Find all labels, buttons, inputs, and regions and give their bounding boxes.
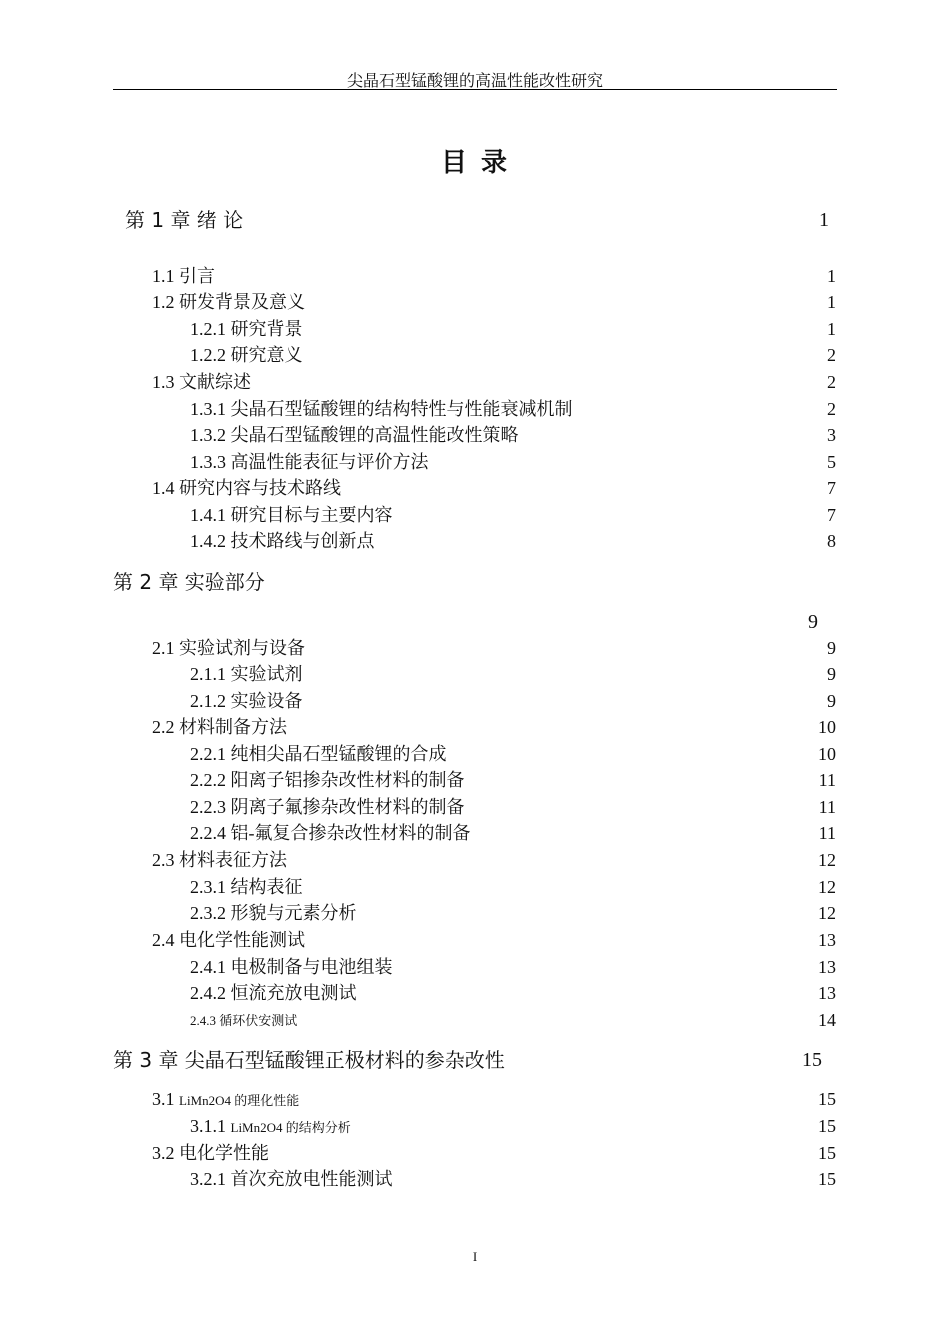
toc-entry-label — [190, 1117, 351, 1135]
toc-entry-label: 1.4 研究内容与技术路线 — [152, 478, 341, 498]
toc-entry-label: 2.1.2 实验设备 — [190, 691, 303, 711]
toc-entry-page: 15 — [818, 1116, 836, 1136]
toc-entry-label: 2.1.1 实验试剂 — [190, 664, 303, 684]
toc-entry-label: 2.1 实验试剂与设备 — [152, 638, 305, 658]
toc-entry-label: 2.4.1 电极制备与电池组装 — [190, 957, 393, 977]
toc-entry-label: 2.3.1 结构表征 — [190, 877, 303, 897]
running-header: 尖晶石型锰酸锂的高温性能改性研究 — [346, 73, 603, 90]
toc-entry-page: 1 — [819, 209, 829, 231]
toc-entry-label: 第 1 章 绪 论 — [125, 208, 244, 232]
toc-entry-label: 1.4.1 研究目标与主要内容 — [190, 505, 393, 525]
toc-entry-label: 2.3 材料表征方法 — [152, 850, 287, 870]
toc-entry-label: 1.1 引言 — [152, 266, 215, 286]
toc-entry-label — [152, 1090, 299, 1108]
toc-entry-label: 1.3.3 高温性能表征与评价方法 — [190, 452, 429, 472]
page-number: I — [472, 1249, 478, 1264]
toc-entry-page: 12 — [818, 903, 836, 923]
toc-entry-page: 1 — [827, 319, 836, 339]
toc-entry-page: 1 — [827, 292, 836, 312]
toc-entry-number: 3.1 — [152, 1089, 175, 1109]
toc-entry-page: 13 — [818, 983, 836, 1003]
toc-entry-label: 2.3.2 形貌与元素分析 — [190, 903, 357, 923]
toc-entry-text: LiMn2O4 的理化性能 — [179, 1093, 300, 1108]
toc-entry-label: 1.3 文献综述 — [152, 372, 251, 392]
toc-entry-page: 2 — [827, 372, 836, 392]
toc-entry-page: 15 — [818, 1089, 836, 1109]
toc-entry-label: 2.2.3 阴离子氟掺杂改性材料的制备 — [190, 797, 465, 817]
toc-entry-label: 1.2 研发背景及意义 — [152, 292, 305, 312]
toc-entry-page: 12 — [818, 850, 836, 870]
toc-entry-page: 5 — [827, 452, 836, 472]
toc-entry-page: 10 — [818, 744, 836, 764]
toc-entry-label: 2.4.2 恒流充放电测试 — [190, 983, 357, 1003]
toc-entry-page: 10 — [818, 717, 836, 737]
toc-entry-page: 11 — [818, 823, 836, 843]
toc-entry-page: 3 — [827, 425, 836, 445]
toc-entry-label: 1.4.2 技术路线与创新点 — [190, 531, 375, 551]
header-rule — [113, 89, 837, 90]
toc-entry-page: 13 — [818, 957, 836, 977]
toc-entry-text: LiMn2O4 的结构分析 — [230, 1120, 351, 1135]
toc-entry-page: 7 — [827, 478, 836, 498]
toc-entry-page: 15 — [818, 1143, 836, 1163]
toc-entry-page: 9 — [827, 664, 836, 684]
toc-entry-label: 1.2.1 研究背景 — [190, 319, 303, 339]
toc-entry-label: 2.2 材料制备方法 — [152, 717, 287, 737]
toc-entry-label: 2.4.3 循环伏安测试 — [190, 1013, 298, 1028]
toc-entry-label: 第 3 章 尖晶石型锰酸锂正极材料的参杂改性 — [113, 1048, 505, 1072]
toc-entry-label: 3.2.1 首次充放电性能测试 — [190, 1169, 393, 1189]
toc-entry-label: 2.4 电化学性能测试 — [152, 930, 305, 950]
toc-entry-page: 1 — [827, 266, 836, 286]
toc-entry-page: 9 — [827, 638, 836, 658]
toc-entry-page: 15 — [802, 1049, 822, 1071]
toc-entry-page: 13 — [818, 930, 836, 950]
toc-entry-label: 1.3.2 尖晶石型锰酸锂的高温性能改性策略 — [190, 425, 519, 445]
toc-entry-label: 1.3.1 尖晶石型锰酸锂的结构特性与性能衰减机制 — [190, 399, 573, 419]
toc-entry-number: 3.1.1 — [190, 1116, 226, 1136]
toc-entry-page: 8 — [827, 531, 836, 551]
toc-entry-label: 2.2.1 纯相尖晶石型锰酸锂的合成 — [190, 744, 447, 764]
toc-entry-label: 2.2.4 铝-氟复合掺杂改性材料的制备 — [190, 823, 471, 843]
toc-entry-page: 9 — [827, 691, 836, 711]
toc-entry-page: 9 — [808, 611, 818, 633]
toc-entry-page: 2 — [827, 345, 836, 365]
toc-entry-page: 12 — [818, 877, 836, 897]
page-title: 目录 — [440, 148, 521, 178]
toc-entry-label: 1.2.2 研究意义 — [190, 345, 303, 365]
toc-entry-page: 14 — [818, 1010, 836, 1030]
toc-entry-page: 7 — [827, 505, 836, 525]
toc-entry-label: 2.2.2 阳离子铝掺杂改性材料的制备 — [190, 770, 465, 790]
toc-entry-label: 3.2 电化学性能 — [152, 1143, 269, 1163]
toc-entry-page: 2 — [827, 399, 836, 419]
toc-entry-page: 15 — [818, 1169, 836, 1189]
toc-entry-page: 11 — [818, 797, 836, 817]
toc-entry-page: 11 — [818, 770, 836, 790]
toc-entry-label: 第 2 章 实验部分 — [113, 570, 265, 594]
